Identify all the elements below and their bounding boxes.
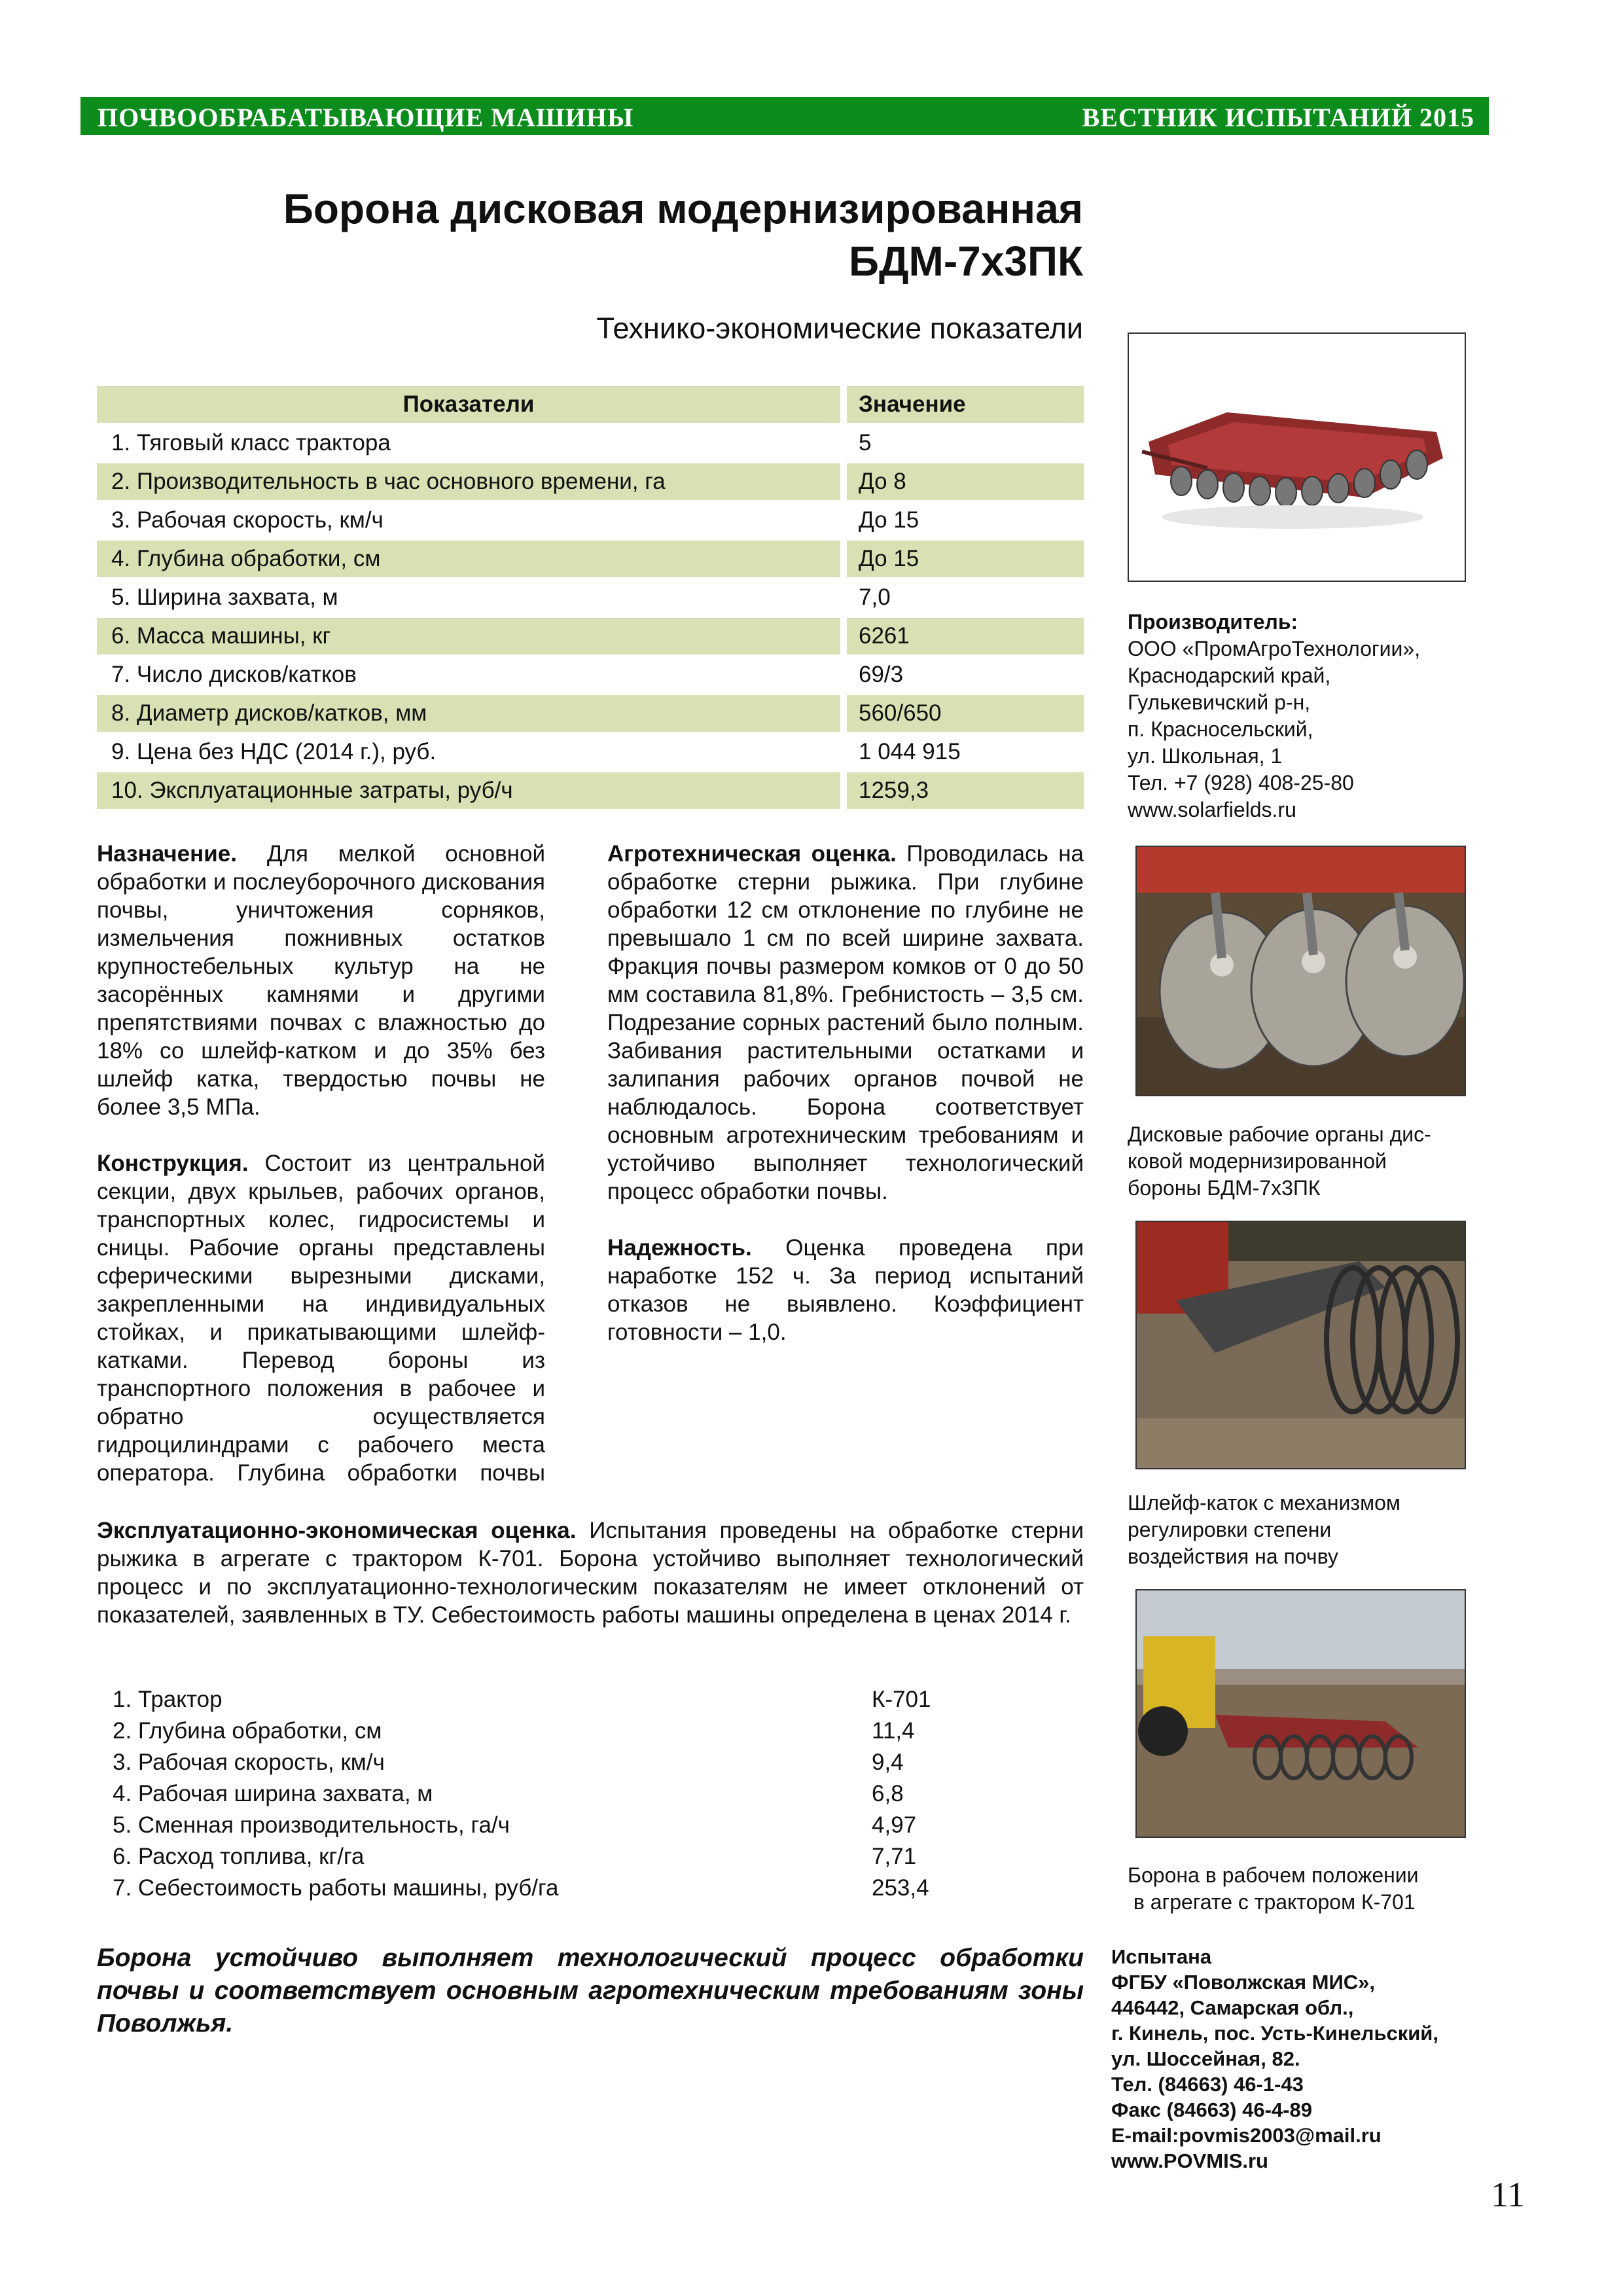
tester-email[interactable]: E-mail:povmis2003@mail.ru xyxy=(1111,2124,1382,2147)
spec-value: 7,0 xyxy=(859,584,891,610)
caption-line: в агрегате с трактором К-701 xyxy=(1128,1890,1416,1914)
spec-value: 1259,3 xyxy=(847,772,1084,809)
spec-param: 1. Тяговый класс трактора xyxy=(111,430,391,456)
spec-param: 2. Производительность в час основного времени, га xyxy=(97,463,840,500)
table-row xyxy=(113,1841,963,1873)
table-row xyxy=(113,1810,963,1841)
perf-value: 9,4 xyxy=(872,1749,904,1775)
table-row xyxy=(113,1715,963,1747)
section-title: ПОЧВООБРАБАТЫВАЮЩИЕ МАШИНЫ xyxy=(98,103,634,132)
harrow-photo xyxy=(1128,332,1466,582)
reliability-heading: Надежность. xyxy=(607,1235,752,1261)
body-column-left xyxy=(97,840,545,1487)
spec-value: 5 xyxy=(859,430,872,456)
construction-heading: Конструкция. xyxy=(97,1151,249,1176)
tester-block xyxy=(1111,1944,1438,2174)
table-row xyxy=(97,772,1084,811)
spec-param: 7. Число дисков/катков xyxy=(111,662,357,687)
table-row xyxy=(97,463,1084,502)
perf-param: 5. Сменная производительность, га/ч xyxy=(113,1812,510,1838)
manufacturer-link[interactable]: www.solarfields.ru xyxy=(1128,798,1296,821)
manufacturer-heading: Производитель: xyxy=(1128,610,1298,634)
caption-line: бороны БДМ-7х3ПК xyxy=(1128,1176,1321,1200)
perf-param: 2. Глубина обработки, см xyxy=(113,1718,382,1744)
table-row xyxy=(97,656,1084,695)
manufacturer-line: ООО «ПромАгроТехнологии», xyxy=(1128,637,1421,660)
manufacturer-line: п. Красносельский, xyxy=(1128,717,1313,741)
manufacturer-line: Гулькевичский р-н, xyxy=(1128,691,1311,714)
page-number: 11 xyxy=(1491,2175,1525,2214)
spec-header-param: Показатели xyxy=(97,386,840,423)
table-row xyxy=(97,579,1084,618)
manufacturer-line: ул. Школьная, 1 xyxy=(1128,744,1283,768)
table-row xyxy=(97,502,1084,541)
tester-line: г. Кинель, пос. Усть-Кинельский, xyxy=(1111,2022,1438,2045)
caption-line: ковой модернизированной xyxy=(1128,1149,1387,1173)
photo2-caption xyxy=(1128,1121,1431,1202)
table-row xyxy=(113,1873,963,1904)
spec-value: До 15 xyxy=(859,507,919,533)
table-row xyxy=(97,618,1084,656)
caption-line: регулировки степени xyxy=(1128,1518,1332,1541)
spec-param: 6. Масса машины, кг xyxy=(97,618,840,655)
spec-table-header xyxy=(97,386,1084,425)
agro-text: Проводилась на обработке стерни рыжика. При глубине обработки 12 см отклонение по глубине не превышало 1 см по всей ширине захвата. Фракция почвы размером комков от 0 до 50 мм составила 81,8%. Гребнистость – 3,5 см. Подрезание сорных растений было полным. Забивания растительными остатками и залипания рабочих органов почвой не наблюдалось. Борона соответствует основным агротехническим требованиям и устойчиво выполняет технологический процесс обработки почвы. xyxy=(607,841,1084,1204)
tester-line: Испытана xyxy=(1111,1945,1212,1968)
perf-param: 3. Рабочая скорость, км/ч xyxy=(113,1749,385,1775)
perf-param: 1. Трактор xyxy=(113,1687,223,1712)
conclusion: Борона устойчиво выполняет технологический процесс обработки почвы и соответствует основным агротехническим требованиям зоны Поволжья. xyxy=(97,1944,1084,2037)
caption-line: Дисковые рабочие органы дис- xyxy=(1128,1122,1431,1146)
reliability-text: Оценка проведена при наработке 152 ч. За период испытаний отказов не выявлено. Коэффициент готовности – 1,0. xyxy=(607,1235,1084,1345)
perf-value: 4,97 xyxy=(872,1812,917,1838)
journal-title: ВЕСТНИК ИСПЫТАНИЙ 2015 xyxy=(1082,103,1474,132)
spec-param: 9. Цена без НДС (2014 г.), руб. xyxy=(111,739,437,764)
spec-table xyxy=(97,386,1084,811)
performance-table xyxy=(113,1684,963,1904)
perf-value: 253,4 xyxy=(872,1875,929,1901)
tester-line: Факс (84663) 46-4-89 xyxy=(1111,2098,1312,2121)
agro-paragraph xyxy=(607,840,1084,1206)
table-row xyxy=(97,695,1084,734)
tester-line: ФГБУ «Поволжская МИС», xyxy=(1111,1971,1376,1994)
spec-param: 5. Ширина захвата, м xyxy=(111,584,338,610)
doc-title-line1: Борона дисковая модернизированная xyxy=(283,185,1083,232)
perf-param: 4. Рабочая ширина захвата, м xyxy=(113,1781,433,1806)
econ-heading: Эксплуатационно-экономическая оценка. xyxy=(97,1518,577,1543)
reliability-paragraph xyxy=(607,1234,1084,1346)
table-row xyxy=(113,1684,963,1715)
table-row xyxy=(97,734,1084,772)
roller-photo xyxy=(1135,1221,1466,1469)
perf-value: 11,4 xyxy=(872,1718,915,1744)
caption-line: Шлейф-каток с механизмом xyxy=(1128,1491,1400,1515)
spec-value: 560/650 xyxy=(847,695,1084,732)
spec-value: 69/3 xyxy=(859,662,904,687)
photo4-caption xyxy=(1128,1862,1419,1916)
table-row xyxy=(97,425,1084,463)
perf-param: 7. Себестоимость работы машины, руб/га xyxy=(113,1875,559,1901)
spec-value: До 15 xyxy=(847,541,1084,577)
spec-header-value: Значение xyxy=(847,386,1084,423)
tractor-photo xyxy=(1135,1589,1466,1838)
purpose-text: Для мелкой основной обработки и послеуборочного дискования почвы, уничтожения сорняков, измельчения пожнивных остатков крупностебельных культур на не засорённых камнями и другими препятствиями почвах с влажностью до 18% со шлейф-катком и до 35% без шлейф катка, твердостью почвы не более 3,5 МПа. xyxy=(97,841,546,1120)
construction-paragraph xyxy=(97,1149,545,1487)
spec-param: 3. Рабочая скорость, км/ч xyxy=(111,507,383,533)
disc-parts-photo xyxy=(1135,846,1466,1096)
spec-value: 1 044 915 xyxy=(859,739,961,764)
table-row xyxy=(113,1778,963,1810)
manufacturer-line: Краснодарский край, xyxy=(1128,664,1331,687)
doc-title-line2: БДМ-7х3ПК xyxy=(848,238,1083,285)
doc-subtitle: Технико-экономические показатели xyxy=(596,312,1083,345)
purpose-heading: Назначение. xyxy=(97,841,237,867)
perf-value: 6,8 xyxy=(872,1781,904,1806)
manufacturer-line: Тел. +7 (928) 408-25-80 xyxy=(1128,771,1354,795)
econ-text: Испытания проведены на обработке стерни рыжика в агрегате с трактором К-701. Борона устойчиво выполняет технологический процесс и по эксплуатационно-технологическим показателям не имеет отклонений от показателей, заявленных в ТУ. Себестоимость работы машины определена в ценах 2014 г. xyxy=(97,1518,1084,1628)
tester-line: Тел. (84663) 46-1-43 xyxy=(1111,2073,1304,2096)
perf-param: 6. Расход топлива, кг/га xyxy=(113,1844,365,1869)
perf-value: 7,71 xyxy=(872,1844,917,1869)
spec-param: 8. Диаметр дисков/катков, мм xyxy=(97,695,840,732)
caption-line: воздействия на почву xyxy=(1128,1545,1338,1568)
spec-value: До 8 xyxy=(847,463,1084,500)
spec-param: 4. Глубина обработки, см xyxy=(97,541,840,577)
purpose-paragraph xyxy=(97,840,545,1121)
tester-website[interactable]: www.POVMIS.ru xyxy=(1111,2149,1268,2172)
spec-param: 10. Эксплуатационные затраты, руб/ч xyxy=(97,772,840,809)
section-header-bar xyxy=(80,97,1489,135)
spec-value: 6261 xyxy=(847,618,1084,655)
table-row xyxy=(113,1747,963,1778)
manufacturer-block xyxy=(1128,609,1420,823)
construction-text: Состоит из центральной секции, двух крыльев, рабочих органов, транспортных колес, гидросистемы и сницы. Рабочие органы представлены сферическими вырезными дисками, закрепленными на индивидуальных стойках, и прикатывающими шлейф-катками. Перевод бороны из транспортного положения в рабочее и обратно осуществляется гидроцилиндрами с рабочего места оператора. Глубина обработки почвы xyxy=(97,1151,545,1486)
caption-line: Борона в рабочем положении xyxy=(1128,1863,1419,1887)
perf-value: К-701 xyxy=(872,1687,931,1712)
tester-line: ул. Шоссейная, 82. xyxy=(1111,2047,1300,2070)
body-column-right xyxy=(607,840,1084,1374)
econ-paragraph xyxy=(97,1516,1084,1629)
table-row xyxy=(97,541,1084,579)
photo3-caption xyxy=(1128,1490,1400,1570)
tester-line: 446442, Самарская обл., xyxy=(1111,1996,1354,2019)
agro-heading: Агротехническая оценка. xyxy=(607,841,897,867)
